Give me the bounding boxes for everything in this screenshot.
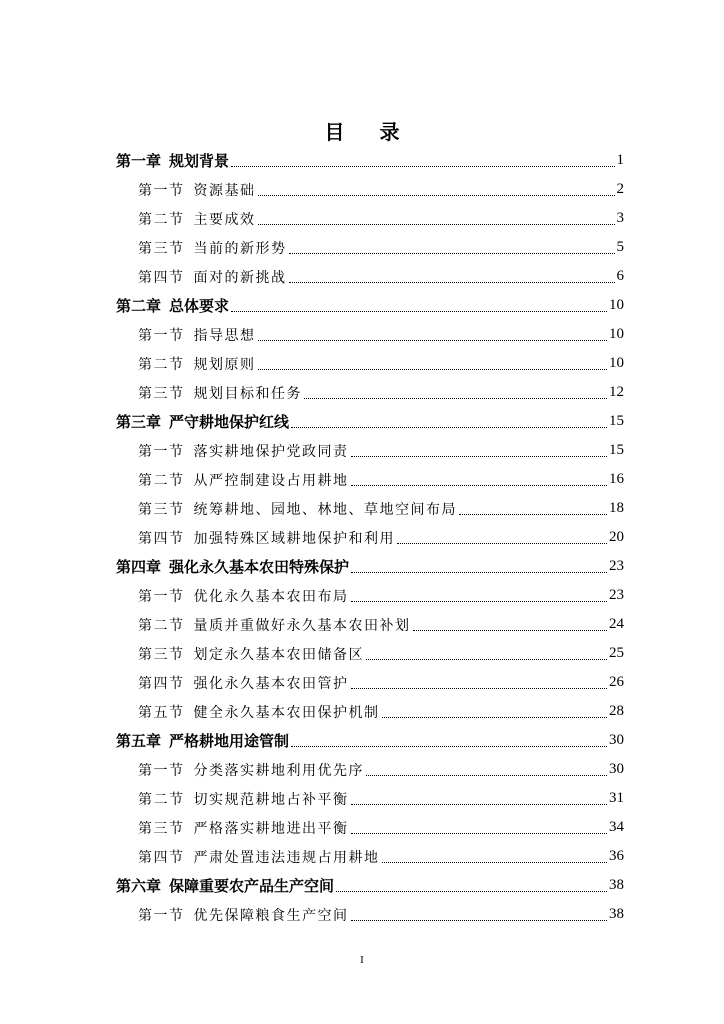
toc-dot-leader	[351, 572, 607, 573]
toc-entry-page: 25	[609, 645, 624, 661]
toc-entry-number: 第一节	[138, 762, 185, 779]
toc-entry-page: 15	[609, 413, 624, 429]
toc-entry-number: 第一节	[138, 443, 185, 460]
toc-dot-leader	[351, 601, 608, 602]
toc-dot-leader	[231, 311, 607, 312]
toc-entry-title: 分类落实耕地利用优先序	[193, 762, 364, 779]
toc-entry-page: 28	[609, 703, 624, 719]
toc-entry-label	[138, 905, 349, 925]
toc-entry-number: 第四章	[116, 558, 162, 576]
toc-entry-title: 量质并重做好永久基本农田补划	[193, 617, 411, 634]
toc-entry-page: 1	[616, 152, 624, 168]
toc-entry-page: 31	[609, 790, 624, 806]
toc-entry-page: 38	[609, 877, 624, 893]
toc-entry-number: 第三节	[138, 240, 185, 257]
toc-section-entry[interactable]	[116, 320, 624, 349]
toc-title: 目 录	[324, 120, 414, 144]
toc-entry-label	[138, 470, 349, 490]
toc-entry-label	[138, 383, 302, 403]
toc-dot-leader	[258, 369, 608, 370]
toc-entry-label	[138, 180, 256, 200]
toc-chapter-entry[interactable]	[116, 291, 624, 320]
toc-chapter-entry[interactable]	[116, 871, 624, 900]
toc-dot-leader	[258, 340, 608, 341]
toc-entry-label	[138, 499, 457, 519]
toc-entry-page: 20	[609, 529, 624, 545]
toc-entry-number: 第一节	[138, 327, 185, 344]
toc-section-entry[interactable]	[116, 262, 624, 291]
toc-entry-number: 第四节	[138, 849, 185, 866]
toc-entry-page: 30	[609, 732, 624, 748]
toc-dot-leader	[291, 746, 607, 747]
toc-entry-page: 24	[609, 616, 624, 632]
toc-entry-label	[138, 673, 349, 693]
toc-entry-title: 规划背景	[169, 152, 230, 170]
toc-entry-number: 第三节	[138, 646, 185, 663]
toc-entry-title: 强化永久基本农田特殊保护	[169, 558, 350, 576]
toc-chapter-entry[interactable]	[116, 146, 624, 175]
toc-entry-number: 第二节	[138, 617, 185, 634]
toc-entry-page: 26	[609, 674, 624, 690]
toc-entry-number: 第六章	[116, 877, 162, 895]
toc-entry-title: 统筹耕地、园地、林地、草地空间布局	[193, 501, 457, 518]
toc-section-entry[interactable]	[116, 378, 624, 407]
toc-section-entry[interactable]	[116, 436, 624, 465]
toc-entry-title: 优化永久基本农田布局	[193, 588, 349, 605]
toc-entry-title: 加强特殊区域耕地保护和利用	[193, 530, 395, 547]
toc-entry-number: 第一章	[116, 152, 162, 170]
toc-entry-label	[138, 760, 364, 780]
toc-entry-page: 5	[616, 239, 624, 255]
toc-chapter-entry[interactable]	[116, 726, 624, 755]
toc-entry-title: 落实耕地保护党政同责	[193, 443, 349, 460]
toc-dot-leader	[366, 659, 607, 660]
toc-section-entry[interactable]	[116, 581, 624, 610]
toc-section-entry[interactable]	[116, 900, 624, 929]
toc-dot-leader	[459, 514, 607, 515]
toc-chapter-entry[interactable]	[116, 552, 624, 581]
toc-section-entry[interactable]	[116, 813, 624, 842]
toc-dot-leader	[304, 398, 607, 399]
toc-entry-number: 第二节	[138, 472, 185, 489]
toc-entry-number: 第五节	[138, 704, 185, 721]
toc-entry-page: 6	[616, 268, 624, 284]
toc-entry-label	[138, 615, 411, 635]
toc-entry-page: 36	[609, 848, 624, 864]
toc-entry-title: 优先保障粮食生产空间	[193, 907, 349, 924]
toc-entry-number: 第二节	[138, 791, 185, 808]
toc-entry-number: 第四节	[138, 675, 185, 692]
toc-entry-page: 15	[609, 442, 624, 458]
toc-entry-number: 第二节	[138, 211, 185, 228]
toc-entry-label	[138, 238, 287, 258]
toc-entry-page: 38	[609, 906, 624, 922]
toc-entry-page: 34	[609, 819, 624, 835]
toc-dot-leader	[397, 543, 607, 544]
toc-entry-label	[138, 847, 380, 867]
toc-dot-leader	[382, 862, 608, 863]
toc-entry-number: 第一节	[138, 907, 185, 924]
toc-section-entry[interactable]	[116, 755, 624, 784]
toc-entry-page: 2	[616, 181, 624, 197]
toc-entry-title: 主要成效	[193, 211, 256, 228]
toc-section-entry[interactable]	[116, 204, 624, 233]
toc-section-entry[interactable]	[116, 233, 624, 262]
toc-section-entry[interactable]	[116, 668, 624, 697]
toc-dot-leader	[336, 891, 607, 892]
toc-entry-page: 3	[616, 210, 624, 226]
toc-section-entry[interactable]	[116, 784, 624, 813]
page-number: I	[360, 954, 364, 966]
toc-entry-number: 第二节	[138, 356, 185, 373]
toc-dot-leader	[351, 456, 608, 457]
toc-section-entry[interactable]	[116, 465, 624, 494]
toc-entry-page: 30	[609, 761, 624, 777]
toc-entry-number: 第三节	[138, 385, 185, 402]
toc-entry-label	[138, 209, 256, 229]
toc-entry-title: 健全永久基本农田保护机制	[193, 704, 380, 721]
toc-dot-leader	[258, 224, 615, 225]
toc-section-entry[interactable]	[116, 523, 624, 552]
toc-entry-number: 第一节	[138, 182, 185, 199]
toc-section-entry[interactable]	[116, 610, 624, 639]
toc-dot-leader	[258, 195, 615, 196]
toc-entry-label	[138, 644, 364, 664]
toc-chapter-entry[interactable]	[116, 407, 624, 436]
toc-entry-page: 10	[609, 326, 624, 342]
toc-dot-leader	[289, 253, 615, 254]
toc-entry-page: 23	[609, 558, 624, 574]
toc-dot-leader	[351, 920, 608, 921]
toc-dot-leader	[351, 833, 608, 834]
toc-entry-page: 16	[609, 471, 624, 487]
toc-entry-label	[116, 150, 229, 171]
toc-entry-page: 10	[609, 297, 624, 313]
toc-dot-leader	[291, 427, 607, 428]
toc-section-entry[interactable]	[116, 697, 624, 726]
toc-entry-title: 切实规范耕地占补平衡	[193, 791, 349, 808]
toc-section-entry[interactable]	[116, 842, 624, 871]
toc-entry-label	[138, 267, 287, 287]
toc-entry-label	[116, 295, 229, 316]
toc-dot-leader	[351, 804, 608, 805]
toc-entry-page: 10	[609, 355, 624, 371]
toc-entry-title: 划定永久基本农田储备区	[193, 646, 364, 663]
toc-entry-label	[116, 730, 289, 751]
toc-entry-number: 第三章	[116, 413, 162, 431]
toc-entry-label	[138, 586, 349, 606]
toc-list	[116, 146, 624, 929]
toc-dot-leader	[231, 166, 614, 167]
toc-entry-title: 当前的新形势	[193, 240, 287, 257]
toc-entry-number: 第一节	[138, 588, 185, 605]
toc-entry-number: 第四节	[138, 530, 185, 547]
toc-dot-leader	[366, 775, 607, 776]
toc-entry-number: 第五章	[116, 732, 162, 750]
toc-entry-title: 保障重要农产品生产空间	[169, 877, 335, 895]
toc-entry-title: 资源基础	[193, 182, 256, 199]
toc-entry-label	[116, 411, 289, 432]
toc-dot-leader	[351, 485, 608, 486]
toc-entry-title: 总体要求	[169, 297, 230, 315]
toc-entry-label	[138, 818, 349, 838]
toc-entry-number: 第三节	[138, 501, 185, 518]
toc-entry-title: 严肃处置违法违规占用耕地	[193, 849, 380, 866]
toc-entry-page: 18	[609, 500, 624, 516]
toc-entry-title: 严格落实耕地进出平衡	[193, 820, 349, 837]
toc-entry-label	[116, 875, 334, 896]
toc-dot-leader	[413, 630, 608, 631]
toc-section-entry[interactable]	[116, 494, 624, 523]
toc-entry-number: 第二章	[116, 297, 162, 315]
toc-entry-title: 严守耕地保护红线	[169, 413, 290, 431]
toc-entry-page: 12	[609, 384, 624, 400]
toc-entry-title: 强化永久基本农田管护	[193, 675, 349, 692]
toc-entry-label	[138, 702, 380, 722]
toc-dot-leader	[382, 717, 608, 718]
toc-section-entry[interactable]	[116, 175, 624, 204]
toc-entry-title: 规划目标和任务	[193, 385, 302, 402]
toc-section-entry[interactable]	[116, 349, 624, 378]
toc-dot-leader	[351, 688, 608, 689]
toc-entry-number: 第四节	[138, 269, 185, 286]
toc-entry-title: 严格耕地用途管制	[169, 732, 290, 750]
toc-entry-title: 从严控制建设占用耕地	[193, 472, 349, 489]
toc-entry-label	[138, 325, 256, 345]
toc-entry-label	[138, 528, 395, 548]
toc-entry-label	[138, 789, 349, 809]
toc-entry-number: 第三节	[138, 820, 185, 837]
toc-dot-leader	[289, 282, 615, 283]
toc-entry-title: 面对的新挑战	[193, 269, 287, 286]
toc-entry-page: 23	[609, 587, 624, 603]
toc-entry-label	[138, 354, 256, 374]
toc-entry-title: 指导思想	[193, 327, 256, 344]
toc-section-entry[interactable]	[116, 639, 624, 668]
toc-entry-label	[138, 441, 349, 461]
toc-entry-label	[116, 556, 349, 577]
toc-entry-title: 规划原则	[193, 356, 256, 373]
